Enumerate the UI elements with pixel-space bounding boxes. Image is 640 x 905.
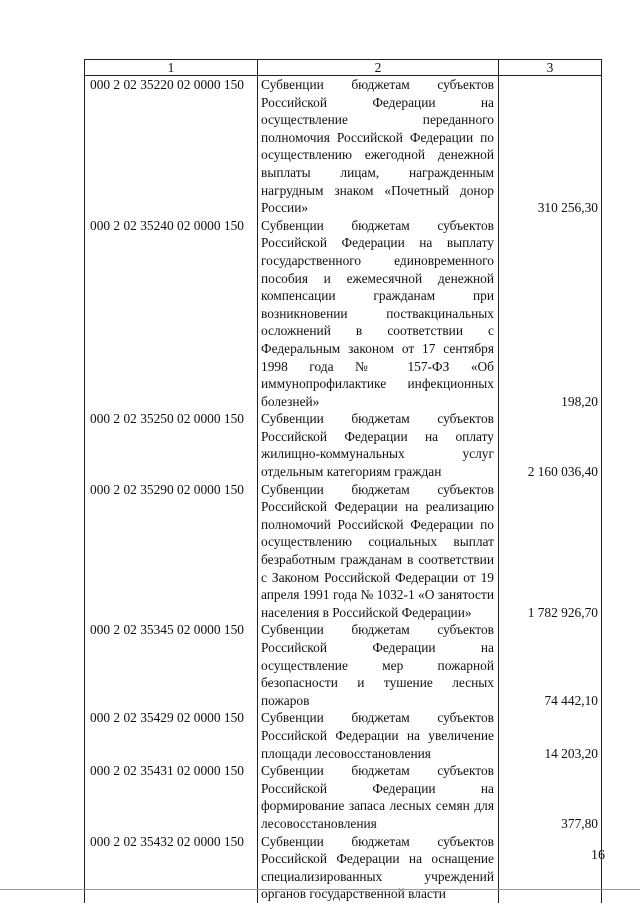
item-description: Субвенции бюджетам субъектов Российской Федерации на реализацию полномочий Российской Федерации по осуществлению социальных выплат безработным гражданам в соответствии с Законом Российской Федерации от 19 апреля 1991 года № 1032-1 «О занятости населения в Российской Федерации» [258,481,499,622]
item-description: Субвенции бюджетам субъектов Российской Федерации на выплату государственного единовременного пособия и ежемесячной денежной компенсации гражданам при возникновении поствакцинальных осложнений в соответствии с Федеральным законом от 17 сентября 1998 года № 157-ФЗ «Об иммунопрофилактике инфекционных болезней» [258,217,499,411]
budget-code: 000 2 02 35220 02 0000 150 [85,76,258,217]
table-row [85,833,602,903]
table-row [85,709,602,762]
item-amount: 74 442,10 [499,621,602,709]
item-amount [499,833,602,903]
page-divider [0,889,640,890]
item-description: Субвенции бюджетам субъектов Российской Федерации на осуществление мер пожарной безопасности и тушение лесных пожаров [258,621,499,709]
budget-code: 000 2 02 35431 02 0000 150 [85,762,258,832]
budget-code: 000 2 02 35240 02 0000 150 [85,217,258,411]
budget-code: 000 2 02 35432 02 0000 150 [85,833,258,903]
budget-code: 000 2 02 35290 02 0000 150 [85,481,258,622]
item-description: Субвенции бюджетам субъектов Российской Федерации на оплату жилищно-коммунальных услуг отдельным категориям граждан [258,410,499,480]
table-row [85,762,602,832]
table-row [85,481,602,622]
table-row [85,217,602,411]
item-description: Субвенции бюджетам субъектов Российской Федерации на осуществление переданного полномочия Российской Федерации по осуществлению ежегодной денежной выплаты лицам, награжденным нагрудным знаком «Почетный донор России» [258,76,499,217]
column-header-2: 2 [258,60,499,76]
item-amount: 377,80 [499,762,602,832]
budget-code: 000 2 02 35429 02 0000 150 [85,709,258,762]
page-number: 16 [591,848,605,863]
item-description: Субвенции бюджетам субъектов Российской Федерации на формирование запаса лесных семян для лесовосстановления [258,762,499,832]
table-header-row [85,60,602,76]
table-row [85,410,602,480]
budget-code: 000 2 02 35345 02 0000 150 [85,621,258,709]
budget-table [84,59,602,903]
item-description: Субвенции бюджетам субъектов Российской Федерации на оснащение специализированных учреждений органов государственной власти [258,833,499,903]
column-header-1: 1 [85,60,258,76]
column-header-3: 3 [499,60,602,76]
item-amount: 198,20 [499,217,602,411]
item-description: Субвенции бюджетам субъектов Российской Федерации на увеличение площади лесовосстановления [258,709,499,762]
item-amount: 2 160 036,40 [499,410,602,480]
item-amount: 1 782 926,70 [499,481,602,622]
table-row [85,76,602,217]
table-row [85,621,602,709]
item-amount: 310 256,30 [499,76,602,217]
item-amount: 14 203,20 [499,709,602,762]
budget-code: 000 2 02 35250 02 0000 150 [85,410,258,480]
